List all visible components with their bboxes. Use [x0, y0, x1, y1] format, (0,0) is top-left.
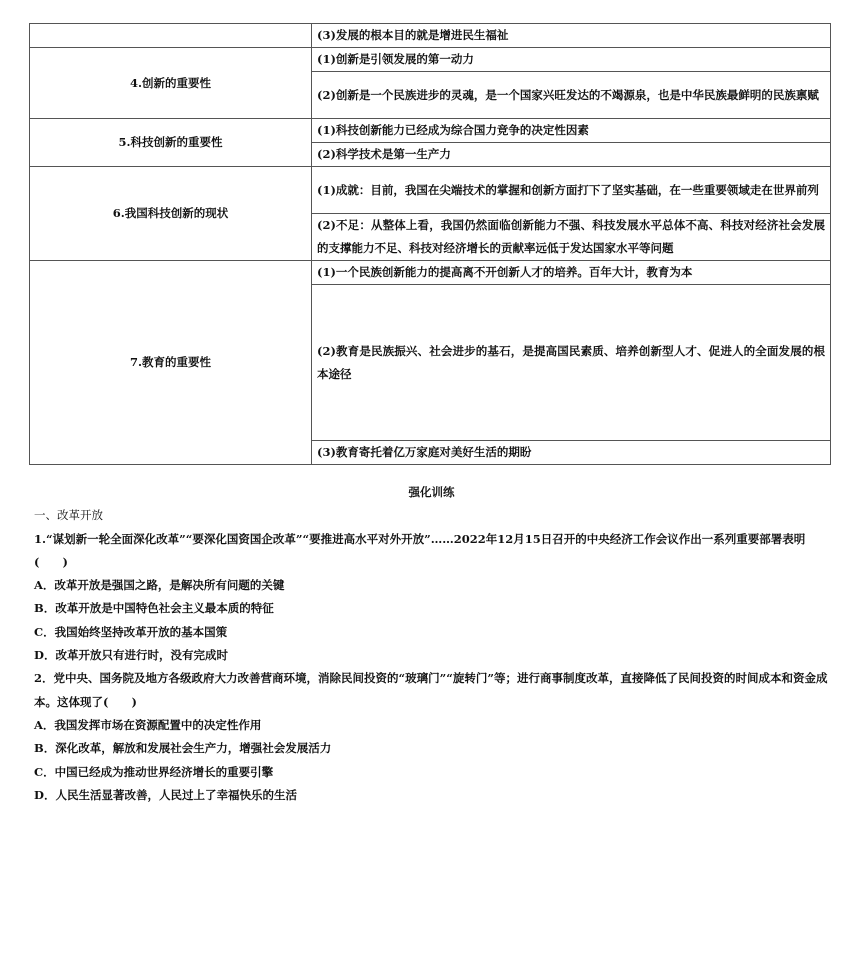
- topic-cell: 7.教育的重要性: [30, 261, 312, 465]
- topic-cell: 6.我国科技创新的现状: [30, 167, 312, 261]
- question-2: [34, 667, 829, 807]
- exercise-section: [34, 481, 829, 807]
- point-cell: (2)教育是民族振兴、社会进步的基石，是提高国民素质、培养创新型人才、促进人的全面发展的根本途径: [312, 285, 831, 441]
- topic-cell: [30, 24, 312, 48]
- option-b: B．深化改革，解放和发展社会生产力，增强社会发展活力: [34, 741, 332, 756]
- table-row: [30, 24, 831, 48]
- option-a: A．改革开放是强国之路，是解决所有问题的关键: [34, 578, 285, 593]
- table-row: [30, 261, 831, 285]
- point-cell: (3)教育寄托着亿万家庭对美好生活的期盼: [312, 441, 831, 465]
- table-row: [30, 48, 831, 72]
- option-d: D．人民生活显著改善，人民过上了幸福快乐的生活: [34, 787, 297, 802]
- point-cell: (1)一个民族创新能力的提高离不开创新人才的培养。百年大计，教育为本: [312, 261, 831, 285]
- point-cell: (2)科学技术是第一生产力: [312, 143, 831, 167]
- option-a: A．我国发挥市场在资源配置中的决定性作用: [34, 717, 262, 732]
- exercise-title: 强化训练: [408, 485, 455, 499]
- section-heading: 一、改革开放: [34, 508, 103, 523]
- point-cell: (1)创新是引领发展的第一动力: [312, 48, 831, 72]
- option-d: D．改革开放只有进行时，没有完成时: [34, 648, 228, 663]
- topic-cell: 5.科技创新的重要性: [30, 119, 312, 167]
- topic-cell: 4.创新的重要性: [30, 48, 312, 119]
- option-b: B．改革开放是中国特色社会主义最本质的特征: [34, 601, 274, 616]
- knowledge-table: [29, 23, 831, 465]
- point-cell: (3)发展的根本目的就是增进民生福祉: [312, 24, 831, 48]
- option-c: C．中国已经成为推动世界经济增长的重要引擎: [34, 764, 274, 779]
- question-1: [34, 528, 829, 668]
- point-cell: (2)创新是一个民族进步的灵魂，是一个国家兴旺发达的不竭源泉，也是中华民族最鲜明的民族禀赋: [312, 72, 831, 119]
- point-cell: (2)不足：从整体上看，我国仍然面临创新能力不强、科技发展水平总体不高、科技对经济社会发展的支撑能力不足、科技对经济增长的贡献率远低于发达国家水平等问题: [312, 214, 831, 261]
- option-c: C．我国始终坚持改革开放的基本国策: [34, 624, 228, 639]
- table-row: [30, 167, 831, 214]
- point-cell: (1)科技创新能力已经成为综合国力竞争的决定性因素: [312, 119, 831, 143]
- question-stem: 2．党中央、国务院及地方各级政府大力改善营商环境，消除民间投资的“玻璃门”“旋转门”等；进行商事制度改革，直接降低了民间投资的时间成本和资金成本。这体现了( ): [34, 671, 828, 709]
- question-stem: 1.“谋划新一轮全面深化改革”“要深化国资国企改革”“要推进高水平对外开放”……2022年12月15日召开的中央经济工作会议作出一系列重要部署表明( ): [34, 531, 806, 569]
- table-row: [30, 119, 831, 143]
- point-cell: (1)成就：目前，我国在尖端技术的掌握和创新方面打下了坚实基础，在一些重要领域走在世界前列: [312, 167, 831, 214]
